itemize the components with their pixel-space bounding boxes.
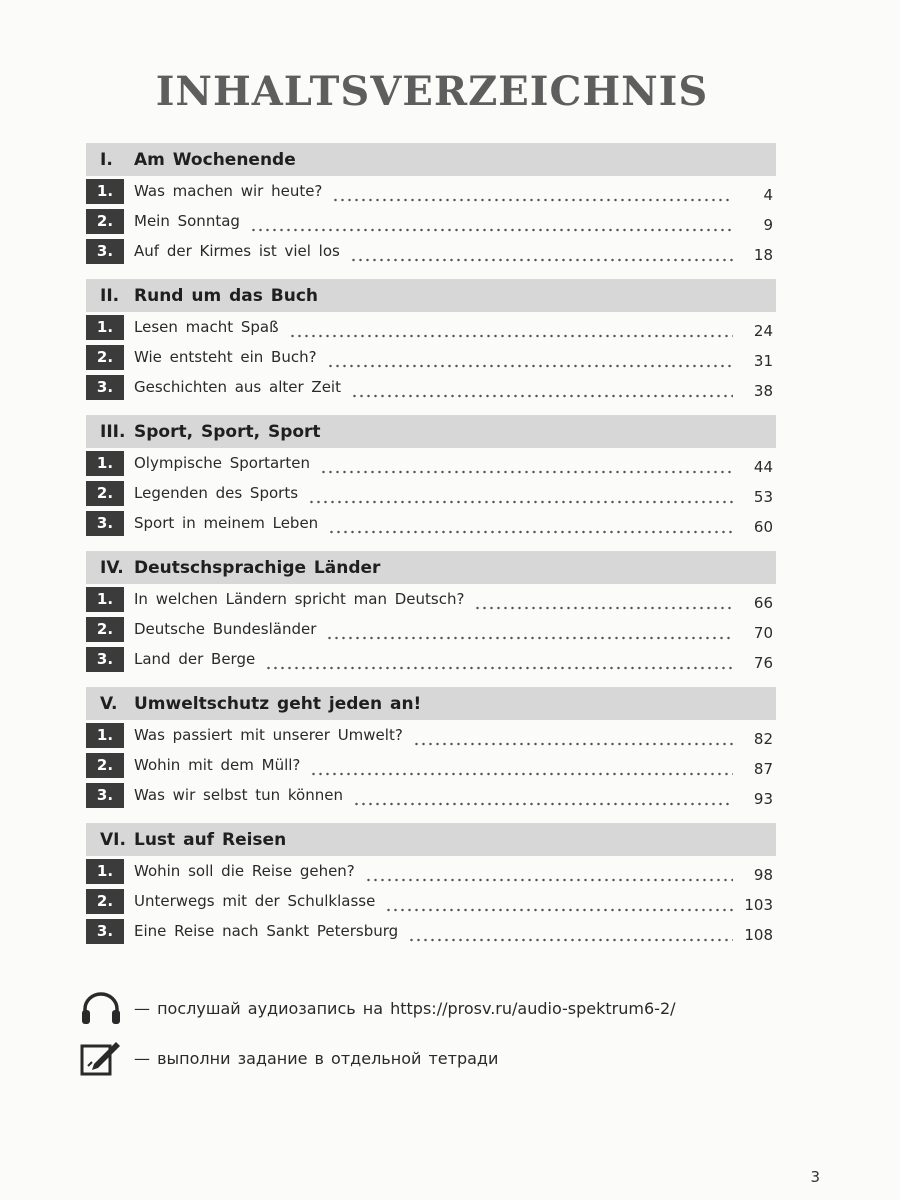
- lesson-item[interactable]: [86, 478, 776, 508]
- lesson-page-number: 108: [744, 926, 773, 944]
- lesson-title: Unterwegs mit der Schulklasse: [134, 892, 376, 910]
- lesson-item[interactable]: [86, 916, 776, 946]
- lesson-page-number: 93: [753, 790, 773, 808]
- dot-leader: [250, 218, 733, 232]
- dot-leader: [350, 248, 733, 262]
- lesson-number-badge: 3.: [86, 375, 124, 400]
- dot-leader: [327, 354, 733, 368]
- unit-number: IV.: [100, 557, 124, 578]
- unit-number: II.: [100, 285, 120, 306]
- lesson-title: Mein Sonntag: [134, 212, 240, 230]
- lesson-title: Geschichten aus alter Zeit: [134, 378, 341, 396]
- lesson-title: Wohin mit dem Müll?: [134, 756, 301, 774]
- lesson-page-number: 18: [753, 246, 773, 264]
- lesson-number-badge: 1.: [86, 587, 124, 612]
- legend-notebook: [80, 1040, 800, 1076]
- lesson-item[interactable]: [86, 780, 776, 810]
- lesson-number-badge: 1.: [86, 451, 124, 476]
- lesson-item[interactable]: [86, 236, 776, 266]
- legend-audio: [80, 990, 800, 1026]
- legend-audio-text: — послушай аудиозапись на https://prosv.ru/audio-spektrum6-2/: [134, 998, 676, 1018]
- lesson-number-badge: 2.: [86, 753, 124, 778]
- dot-leader: [289, 324, 733, 338]
- dot-leader: [365, 868, 733, 882]
- lesson-page-number: 103: [744, 896, 773, 914]
- dot-leader: [351, 384, 733, 398]
- lesson-page-number: 60: [753, 518, 773, 536]
- lesson-number-badge: 2.: [86, 889, 124, 914]
- unit-number: VI.: [100, 829, 126, 850]
- lesson-title: Olympische Sportarten: [134, 454, 310, 472]
- unit-title: Deutschsprachige Länder: [134, 557, 381, 578]
- table-of-contents: [86, 143, 776, 959]
- lesson-number-badge: 3.: [86, 511, 124, 536]
- lesson-item[interactable]: [86, 312, 776, 342]
- lesson-item[interactable]: [86, 886, 776, 916]
- lesson-number-badge: 2.: [86, 345, 124, 370]
- unit-2: [86, 279, 776, 402]
- lesson-page-number: 82: [753, 730, 773, 748]
- unit-6: [86, 823, 776, 946]
- lesson-page-number: 66: [753, 594, 773, 612]
- unit-header[interactable]: [86, 687, 776, 720]
- unit-title: Sport, Sport, Sport: [134, 421, 321, 442]
- dot-leader: [308, 490, 733, 504]
- dot-leader: [310, 762, 733, 776]
- lesson-page-number: 87: [753, 760, 773, 778]
- unit-5: [86, 687, 776, 810]
- page-title: INHALTSVERZEICHNIS: [155, 68, 709, 115]
- lesson-title: Wie entsteht ein Buch?: [134, 348, 317, 366]
- lesson-page-number: 53: [753, 488, 773, 506]
- unit-3: [86, 415, 776, 538]
- lesson-page-number: 24: [753, 322, 773, 340]
- lesson-page-number: 76: [753, 654, 773, 672]
- lesson-number-badge: 3.: [86, 647, 124, 672]
- lesson-item[interactable]: [86, 508, 776, 538]
- dot-leader: [474, 596, 733, 610]
- unit-header[interactable]: [86, 551, 776, 584]
- lesson-page-number: 38: [753, 382, 773, 400]
- dot-leader: [332, 188, 733, 202]
- unit-number: III.: [100, 421, 126, 442]
- lesson-page-number: 9: [763, 216, 773, 234]
- legend-notebook-text: — выполни задание в отдельной тетради: [134, 1048, 499, 1068]
- lesson-title: Land der Berge: [134, 650, 256, 668]
- lesson-page-number: 31: [753, 352, 773, 370]
- pencil-notebook-icon: [80, 1040, 122, 1076]
- lesson-title: Was passiert mit unserer Umwelt?: [134, 726, 403, 744]
- dot-leader: [353, 792, 733, 806]
- lesson-number-badge: 3.: [86, 783, 124, 808]
- dot-leader: [413, 732, 733, 746]
- unit-header[interactable]: [86, 143, 776, 176]
- unit-number: I.: [100, 149, 113, 170]
- unit-header[interactable]: [86, 823, 776, 856]
- unit-title: Am Wochenende: [134, 149, 296, 170]
- lesson-item[interactable]: [86, 342, 776, 372]
- lesson-page-number: 70: [753, 624, 773, 642]
- dot-leader: [328, 520, 733, 534]
- lesson-title: Was machen wir heute?: [134, 182, 323, 200]
- lesson-title: Eine Reise nach Sankt Petersburg: [134, 922, 399, 940]
- lesson-item[interactable]: [86, 176, 776, 206]
- unit-number: V.: [100, 693, 118, 714]
- unit-title: Lust auf Reisen: [134, 829, 287, 850]
- unit-header[interactable]: [86, 279, 776, 312]
- page-number: 3: [810, 1168, 820, 1186]
- unit-title: Rund um das Buch: [134, 285, 319, 306]
- unit-1: [86, 143, 776, 266]
- dot-leader: [320, 460, 733, 474]
- lesson-item[interactable]: [86, 206, 776, 236]
- lesson-number-badge: 1.: [86, 179, 124, 204]
- lesson-page-number: 98: [753, 866, 773, 884]
- lesson-item[interactable]: [86, 750, 776, 780]
- headphones-icon: [80, 990, 122, 1026]
- lesson-title: In welchen Ländern spricht man Deutsch?: [134, 590, 465, 608]
- lesson-page-number: 4: [763, 186, 773, 204]
- lesson-title: Was wir selbst tun können: [134, 786, 343, 804]
- lesson-title: Legenden des Sports: [134, 484, 299, 502]
- lesson-number-badge: 2.: [86, 481, 124, 506]
- lesson-item[interactable]: [86, 720, 776, 750]
- dot-leader: [408, 928, 733, 942]
- lesson-title: Deutsche Bundesländer: [134, 620, 317, 638]
- lesson-item[interactable]: [86, 644, 776, 674]
- lesson-number-badge: 1.: [86, 723, 124, 748]
- lesson-title: Sport in meinem Leben: [134, 514, 319, 532]
- lesson-number-badge: 1.: [86, 859, 124, 884]
- lesson-title: Lesen macht Spaß: [134, 318, 279, 336]
- lesson-number-badge: 3.: [86, 239, 124, 264]
- lesson-number-badge: 1.: [86, 315, 124, 340]
- lesson-title: Wohin soll die Reise gehen?: [134, 862, 355, 880]
- lesson-number-badge: 2.: [86, 617, 124, 642]
- lesson-number-badge: 2.: [86, 209, 124, 234]
- lesson-item[interactable]: [86, 448, 776, 478]
- lesson-item[interactable]: [86, 614, 776, 644]
- lesson-page-number: 44: [753, 458, 773, 476]
- lesson-item[interactable]: [86, 856, 776, 886]
- lesson-item[interactable]: [86, 584, 776, 614]
- unit-4: [86, 551, 776, 674]
- lesson-title: Auf der Kirmes ist viel los: [134, 242, 340, 260]
- lesson-number-badge: 3.: [86, 919, 124, 944]
- unit-header[interactable]: [86, 415, 776, 448]
- dot-leader: [326, 626, 733, 640]
- dot-leader: [385, 898, 733, 912]
- lesson-item[interactable]: [86, 372, 776, 402]
- unit-title: Umweltschutz geht jeden an!: [134, 693, 422, 714]
- dot-leader: [265, 656, 733, 670]
